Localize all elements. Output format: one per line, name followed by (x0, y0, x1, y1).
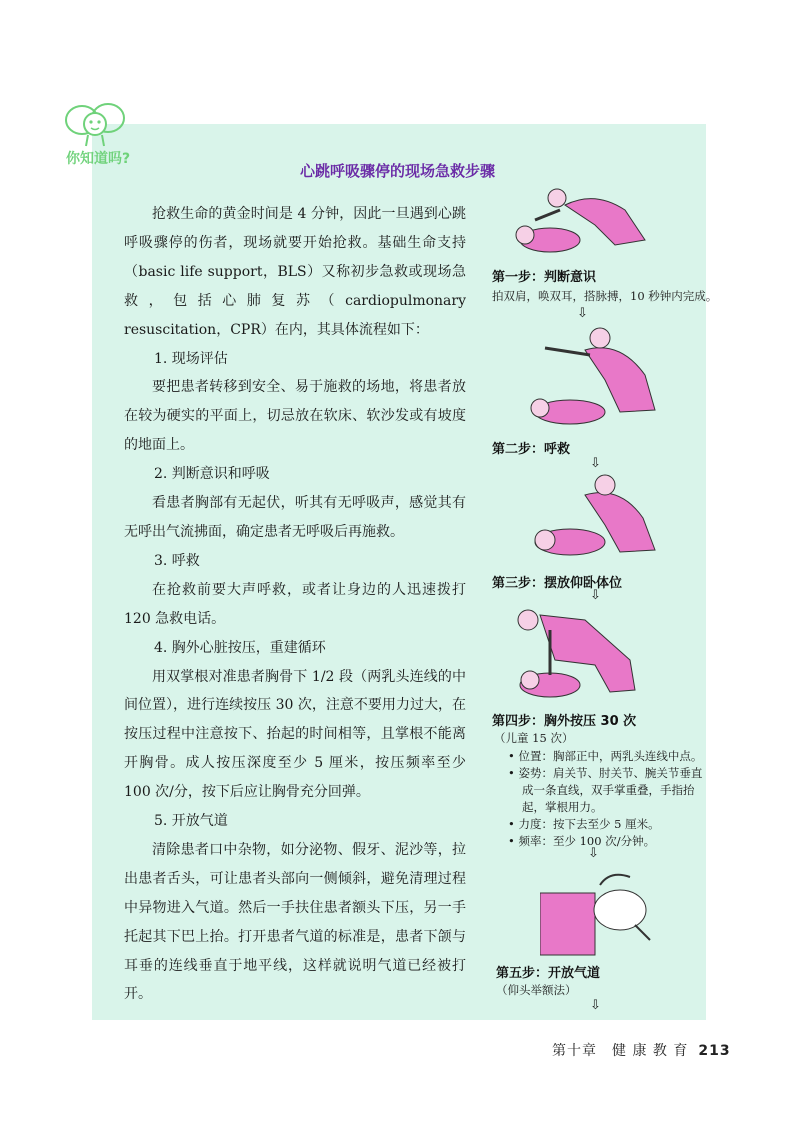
step2-title: 第二步：呼救 (492, 442, 571, 457)
section-heading: 4. 胸外心脏按压，重建循环 (154, 639, 326, 656)
step5-title: 第五步：开放气道 (496, 966, 601, 981)
step5-desc: （仰头举额法） (496, 983, 577, 997)
box-title: 心跳呼吸骤停的现场急救步骤 (300, 162, 496, 180)
list-item: • 姿势：肩关节、肘关节、腕关节垂直成一条直线，双手掌重叠，手指抬起，掌根用力。 (508, 766, 703, 814)
list-item: • 频率：至少 100 次/分钟。 (508, 834, 656, 848)
section-text: 要把患者转移到安全、易于施救的场地，将患者放在较为硬实的平面上，切忌放在软床、软沙发或有坡度的地面上。 (124, 379, 466, 454)
step1-title: 第一步：判断意识 (492, 270, 597, 285)
section-heading: 1. 现场评估 (154, 350, 228, 367)
section-text: 在抢救前要大声呼救，或者让身边的人迅速拨打 120 急救电话。 (124, 581, 466, 627)
list-item: • 力度：按下去至少 5 厘米。 (508, 817, 660, 831)
section-heading: 3. 呼救 (154, 552, 200, 569)
intro-paragraph: 抢救生命的黄金时间是 4 分钟，因此一旦遇到心跳呼吸骤停的伤者，现场就要开始抢救。基础生命支持（basic life support，BLS）又称初步急救或现场急救，包括心肺复苏（cardiopulmonary resuscitation，CPR）在内，其具体流程如下： (124, 206, 466, 338)
step4-bullet-list (492, 748, 708, 850)
down-arrow-icon: ⇩ (590, 588, 601, 603)
section-heading: 2. 判断意识和呼吸 (154, 466, 270, 483)
step1-illustration (505, 180, 665, 260)
list-item: • 位置：胸部正中，两乳头连线中点。 (508, 749, 703, 763)
down-arrow-icon: ⇩ (590, 998, 601, 1013)
step4-title: 第四步：胸外按压 30 次 (492, 714, 637, 729)
page-footer (552, 1040, 731, 1060)
did-you-know-label: 你知道吗? (66, 151, 131, 167)
step1-desc: 拍双肩，唤双耳，搭脉搏，10 秒钟内完成。 (492, 289, 718, 303)
step4-illustration (510, 600, 660, 700)
section-text: 用双掌根对准患者胸骨下 1/2 段（两乳头连线的中间位置），进行连续按压 30 次，注意不要用力过大，在按压过程中注意按下、抬起的时间相等，且掌根不能离开胸骨。成人按压深度至少 5 厘米，按压频率至少 100 次/分，按下后应让胸骨充分回弹。 (124, 668, 466, 801)
section-heading: 5. 开放气道 (154, 813, 228, 830)
down-arrow-icon: ⇩ (590, 456, 601, 471)
step2-illustration (515, 320, 665, 430)
step3-title: 第三步：摆放仰卧体位 (492, 576, 623, 591)
page-number: 213 (698, 1043, 731, 1059)
step3-illustration (515, 470, 665, 565)
down-arrow-icon: ⇩ (588, 846, 599, 861)
down-arrow-icon: ⇩ (577, 306, 588, 321)
section-text: 清除患者口中杂物，如分泌物、假牙、泥沙等，拉出患者舌头，可让患者头部向一侧倾斜，避免清理过程中异物进入气道。然后一手扶住患者额头下压，另一手托起其下巴上抬。打开患者气道的标准是，患者下颌与耳垂的连线垂直于地平线，这样就说明气道已经被打开。 (124, 841, 466, 1003)
body-text (124, 200, 466, 1009)
step5-illustration (540, 865, 660, 957)
section-text: 看患者胸部有无起伏，听其有无呼吸声，感觉其有无呼出气流拂面，确定患者无呼吸后再施救。 (124, 495, 466, 540)
step4-desc: （儿童 15 次） (494, 731, 574, 745)
chapter-label: 第十章 健 康 教 育 (552, 1043, 689, 1059)
